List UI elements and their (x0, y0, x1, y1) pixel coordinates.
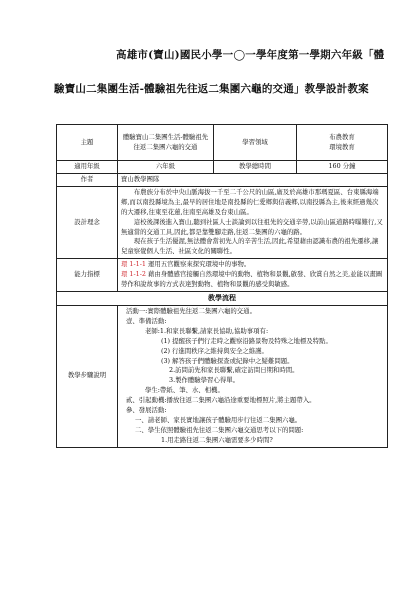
flow-step-line: 貳、引起動機:播放往返二集團六龜沿途重要地標照片,將主題帶入。 (126, 396, 316, 405)
author-value: 寶山教學團隊 (118, 173, 388, 186)
flow-section-title: 教學流程 (57, 292, 388, 306)
lesson-plan-table (56, 124, 388, 448)
grade-label: 適用年級 (57, 161, 118, 174)
document-title-line-1: 高雄市(寶山)國民小學一◯一學年度第一學期六年級「體 (116, 49, 385, 61)
flow-label: 教學步驟說明 (57, 305, 118, 447)
flow-step-line: 2.訪問前先和家長聯繫,確定訪問日期和時間。 (169, 366, 299, 375)
indicator-text: 藉由身體感官接觸自然環境中的動物、植物和景觀,啟發、欣賞自然之美,並能以畫圖勞作和說故事的方式表達對動物、植物和景觀的感受與敏感。 (121, 270, 383, 289)
indicator-item (121, 260, 384, 270)
flow-step-line: (2) 行進間秩序之維持與安全之維護。 (161, 346, 268, 355)
flow-step-line: 二、學生依照體驗祖先往返二集團六龜交通思考以下的問題: (135, 425, 304, 434)
domain-value: 環境教育 (329, 142, 355, 151)
flow-step-line: 一、請老師、家長實地讓孩子體驗用步行往返二集團六龜。 (135, 416, 302, 425)
concept-label: 設計理念 (57, 186, 118, 258)
concept-paragraph: 這校後課後進入寶山,聽到社區人士談論到以往祖先的交通辛勞,以前山區道路時曝難行,又無適當的交通工具,因此,都是靠雙腳走路,往返二集團的六龜的路。 (121, 217, 383, 236)
flow-step-line: (1) 提醒孩子們行走時之觀察沿路景物及特殊之地標及特點。 (161, 336, 332, 345)
flow-step-line: 活動一:實際體驗祖先往返二集團六龜的交通。 (126, 306, 256, 315)
flow-body (118, 305, 388, 447)
indicator-item (121, 270, 384, 290)
indicators-label: 能力指標 (57, 259, 118, 292)
concept-paragraph: 布農族分布於中央山脈海拔一千至二千公尺的山區,廣及於高雄市那瑪夏區、台東縣海端鄉,而以南投縣境為主,最早的居住地是南投縣的仁愛鄉與信義鄉,以南投縣為主,後來經過幾次的大遷移,往東至花蓮,往南至高雄及台東山區。 (121, 187, 379, 216)
concept-body (118, 186, 388, 258)
topic-value: 體驗寶山二集團生活-體驗祖先往返二集團六龜的交通 (118, 125, 214, 161)
flow-step-line: 3.製作體驗學習心得單。 (169, 376, 240, 385)
document-title-line-2: 驗寶山二集團生活-體驗祖先往返二集團六龜的交通」教學設計教案 (54, 83, 369, 95)
domain-values (297, 125, 388, 161)
indicators-body (118, 259, 388, 292)
flow-step-line: 壹、準備活動: (126, 316, 167, 325)
hours-value: 160 分鐘 (297, 161, 388, 174)
grade-value: 六年級 (118, 161, 214, 174)
flow-step-line: 老師:1.和家長聯繫,請家長協助,協助事項有: (145, 326, 269, 335)
domain-value: 布農教育 (329, 132, 355, 141)
indicator-code: 環 1-1-1 (121, 260, 146, 269)
author-label: 作者 (57, 173, 118, 186)
indicator-text: 運用五官觀察來探究環境中的事物。 (148, 260, 251, 269)
flow-step-line: (3) 解答孩子們體驗探查或紀錄中之疑難問題。 (161, 356, 294, 365)
flow-step-line: 參、發展活動: (126, 406, 167, 415)
flow-step-line: 學生:帶紙、筆、水、相機。 (145, 386, 224, 395)
hours-label: 教學總時間 (214, 161, 297, 174)
topic-label: 主題 (57, 125, 118, 161)
domain-label: 學習領域 (214, 125, 297, 161)
concept-paragraph: 現在孩子生活優渥,無法體會當初先人的辛苦生活,因此,希望藉由認識布農的祖先遷移,讓兒童察覺個人生活、社區文化的關聯性。 (121, 237, 379, 256)
flow-step-line: 1.用走路往返二集團六龜需要多少時間? (161, 435, 273, 444)
indicator-code: 環 1-1-2 (121, 270, 146, 279)
